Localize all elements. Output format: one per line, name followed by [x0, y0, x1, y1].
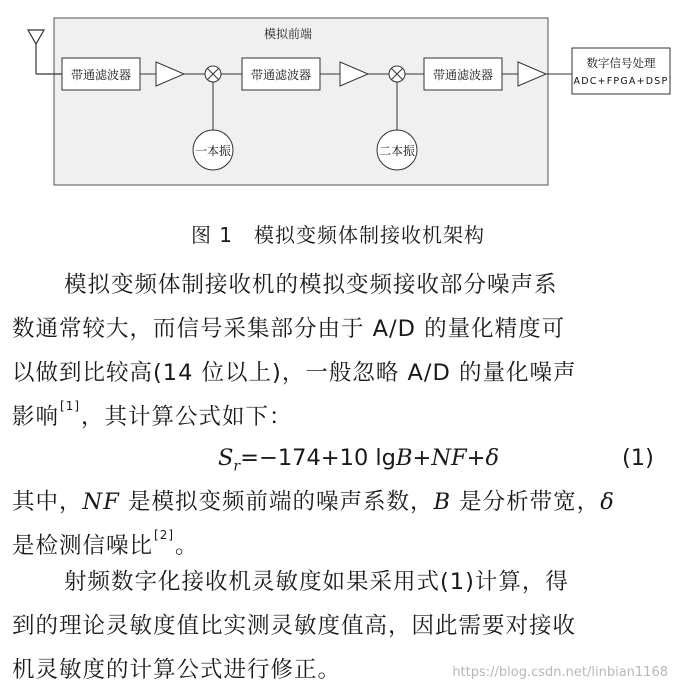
p3-line-2: 到的理论灵敏度值比实测灵敏度值高，因此需要对接收: [12, 613, 577, 639]
frame-title: 模拟前端: [263, 27, 313, 41]
mixer-2-icon: [389, 66, 405, 82]
digital-processing-block: [572, 48, 670, 94]
paragraph-2: [12, 480, 664, 568]
dsp-line-2: ADC+FPGA+DSP: [573, 76, 669, 87]
receiver-block-diagram: [0, 0, 676, 212]
paragraph-1: [12, 263, 664, 439]
formula-1: [0, 436, 676, 480]
filter-1-label: 带通滤波器: [70, 68, 132, 82]
watermark: https://blog.csdn.net/linbian1168: [452, 665, 668, 680]
lo1-label: 一本振: [194, 144, 232, 158]
p3-line-3: 机灵敏度的计算公式进行修正。: [12, 657, 342, 683]
dsp-line-1: 数字信号处理: [586, 56, 656, 70]
lo2-label: 二本振: [378, 144, 416, 158]
p1-line-4: 影响[1]，其计算公式如下：: [12, 399, 293, 430]
mixer-1-icon: [205, 66, 221, 82]
p3-line-1: 射频数字化接收机灵敏度如果采用式(1)计算，得: [64, 569, 569, 595]
formula-number: (1): [622, 445, 654, 471]
p1-line-2: 数通常较大，而信号采集部分由于 A/D 的量化精度可: [12, 316, 566, 342]
citation-2[interactable]: [2]: [154, 528, 175, 542]
p1-line-1: 模拟变频体制接收机的模拟变频接收部分噪声系: [64, 272, 558, 298]
citation-1[interactable]: [1]: [60, 399, 81, 413]
p2-line-1: 其中，NF 是模拟变频前端的噪声系数，B 是分析带宽，δ: [12, 489, 615, 515]
filter-3-label: 带通滤波器: [432, 68, 494, 82]
analog-frontend-frame: [54, 18, 548, 185]
p1-line-3: 以做到比较高(14 位以上)，一般忽略 A/D 的量化噪声: [12, 360, 577, 386]
p2-line-2: 是检测信噪比[2]。: [12, 528, 199, 559]
formula-expression: $S_r=-174+10$ lgB+NF+δ: [218, 445, 500, 475]
figure-caption: 图 1 模拟变频体制接收机架构: [190, 223, 486, 247]
filter-2-label: 带通滤波器: [250, 68, 312, 82]
